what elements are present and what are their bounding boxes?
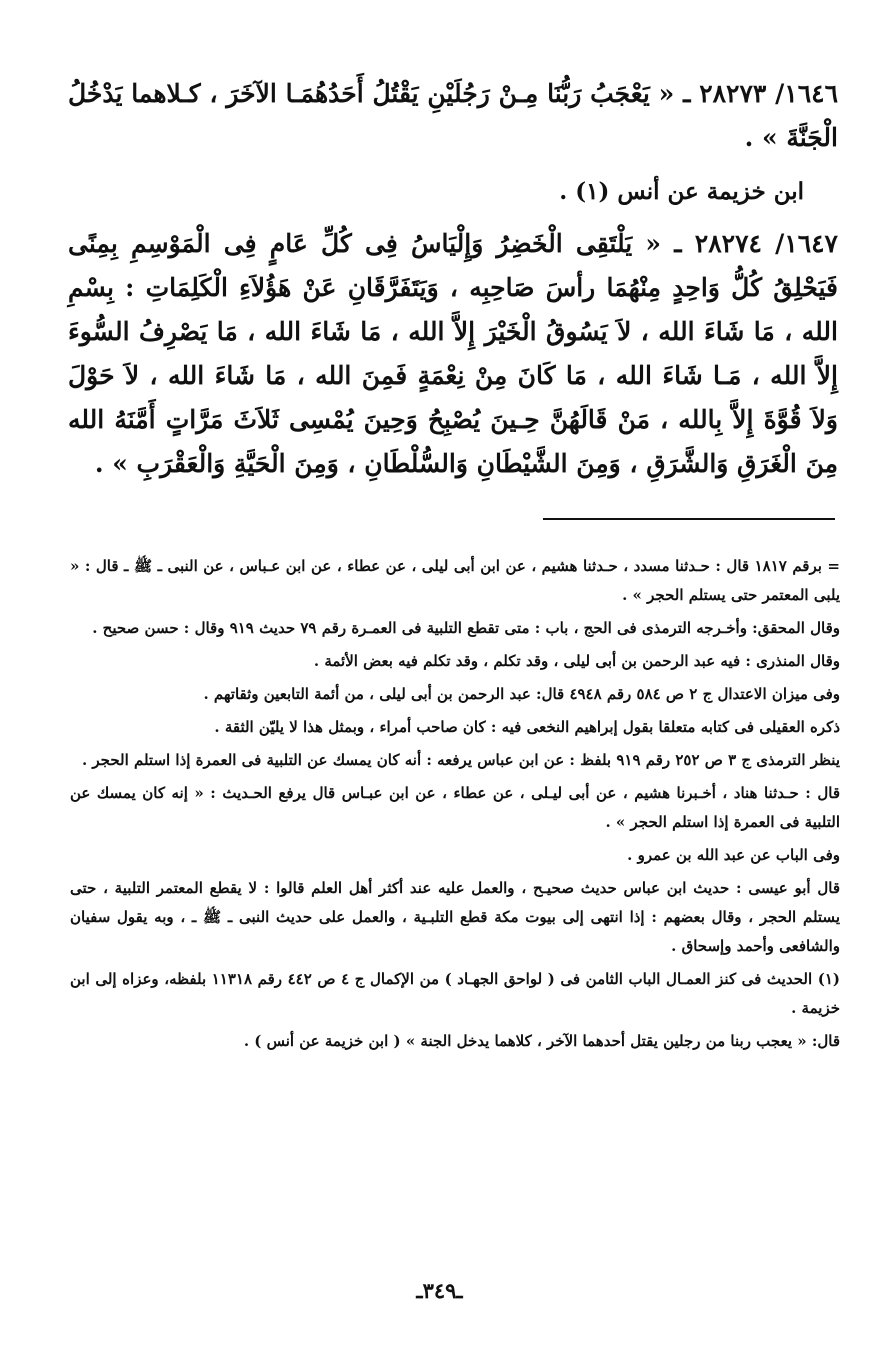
footnote-line: قال أبو عيسى : حديث ابن عباس حديث صحيـح ، والعمل عليه عند أكثر أهل العلم قالوا : لا يقطع المعتمر التلبية ، حتى يستلم الحجر ، وقال بعضهم : إذا انتهى إلى بيوت مكة قطع التلبـية ، والعمل على حديث النبى ـ ﷺ ـ ، وبه يقول سفيان والشافعى وأحمد وإسحاق . [70, 879, 840, 955]
footnote-line: وفى ميزان الاعتدال ج ٢ ص ٥٨٤ رقم ٤٩٤٨ قال: عبد الرحمن بن أبى ليلى ، من أئمة التابعين وثقاتهم . [203, 685, 840, 703]
hadith-source: ابن خزيمة عن أنس (١) . [559, 178, 804, 205]
footnote-1: (١) الحديث فى كنز العمـال الباب الثامن فى ( لواحق الجهـاد ) من الإكمال ج ٤ ص ٤٤٢ رقم ١١٣١٨ بلفظه، وعزاه إلى ابن خزيمة . [70, 970, 840, 1017]
footnote-line: ذكره العقيلى فى كتابه متعلقا بقول إبراهيم النخعى فيه : كان صاحب أمراء ، وبمثل هذا لا يليّن الثقة . [214, 718, 840, 736]
footnote-line: وقال المحقق: وأخـرجه الترمذى فى الحج ، باب : متى تقطع التلبية فى العمـرة رقم ٧٩ حديث ٩١٩ وقال : حسن صحيح . [92, 619, 840, 637]
main-text [68, 72, 838, 496]
hadith-text: « يَلْتَقِى الْخَضِرُ وَإِلْيَاسُ فِى كُلِّ عَامٍ فِى الْمَوْسِمِ بِمِنًى فَيَحْلِقُ كُلُّ وَاحِدٍ مِنْهُمَا رأسَ صَاحِبِه ، وَيَتَفَرَّقَانِ عَنْ هَؤُلاَءِ الْكَلِمَاتِ : بِسْمِ الله ، مَا شَاءَ الله ، لاَ يَسُوقُ الْخَيْرَ إِلاَّ الله ، مَا شَاءَ الله ، مَا يَصْرِفُ السُّوءَ إِلاَّ الله ، مَـا شَاءَ الله ، مَا كَانَ مِنْ نِعْمَةٍ فَمِنَ الله ، مَا شَاءَ الله ، لاَ حَوْلَ وَلاَ قُوَّةَ إِلاَّ بِالله ، مَنْ قَالَهُنَّ حِـينَ يُصْبِحُ وَحِينَ يُمْسِى ثَلاَثَ مَرَّاتٍ أَمَّنَهُ الله مِنَ الْغَرَقِ وَالشَّرَقِ ، وَمِنَ الشَّيْطَانِ وَالسُّلْطَانِ ، وَمِنَ الْحَيَّةِ وَالْعَقْرَبِ » . [68, 229, 838, 478]
footnote-line: وقال المنذرى : فيه عبد الرحمن بن أبى ليلى ، وقد تكلم ، وقد تكلم فيه بعض الأئمة . [313, 652, 840, 670]
hadith-number: ١٦٤٧/ ٢٨٢٧٤ ـ [674, 229, 838, 258]
footnote-line: قال: « يعجب ربنا من رجلين يقتل أحدهما الآخر ، كلاهما يدخل الجنة » ( ابن خزيمة عن أنس ) . [243, 1032, 840, 1050]
footnote-line: قال : حـدثنا هناد ، أخـبرنا هشيم ، عن أبى ليـلى ، عن عطاء ، عن ابن عبـاس قال يرفع الحـديث : « إنه كان يمسك عن التلبية فى العمرة إذا استلم الحجر » . [70, 784, 840, 831]
hadith-number: ١٦٤٦/ ٢٨٢٧٣ ـ [683, 79, 838, 108]
hadith-1646 [68, 72, 838, 160]
hadith-1647 [68, 222, 838, 486]
page-number: ـ٣٤٩ـ [416, 1278, 463, 1303]
footnote-divider [543, 518, 835, 520]
footnote-line: ينظر الترمذى ج ٣ ص ٢٥٢ رقم ٩١٩ بلفظ : عن ابن عباس يرفعه : أنه كان يمسك عن التلبية فى العمرة إذا استلم الحجر . [81, 751, 840, 769]
footnote-line: وفى الباب عن عبد الله بن عمرو . [627, 846, 840, 864]
footnotes [70, 552, 840, 1060]
footnote-line: = برقم ١٨١٧ قال : حـدثنا مسدد ، حـدثنا هشيم ، عن ابن أبى ليلى ، عن عطاء ، عن ابن عـباس ، عن النبى ـ ﷺ ـ قال : « يلبى المعتمر حتى يستلم الحجر » . [70, 557, 840, 604]
hadith-text: « يَعْجَبُ رَبُّنَا مِـنْ رَجُلَيْنِ يَقْتُلُ أَحَدُهُمَـا الآخَرَ ، كـلاهما يَدْخُلُ الْجَنَّةَ » . [68, 79, 838, 152]
